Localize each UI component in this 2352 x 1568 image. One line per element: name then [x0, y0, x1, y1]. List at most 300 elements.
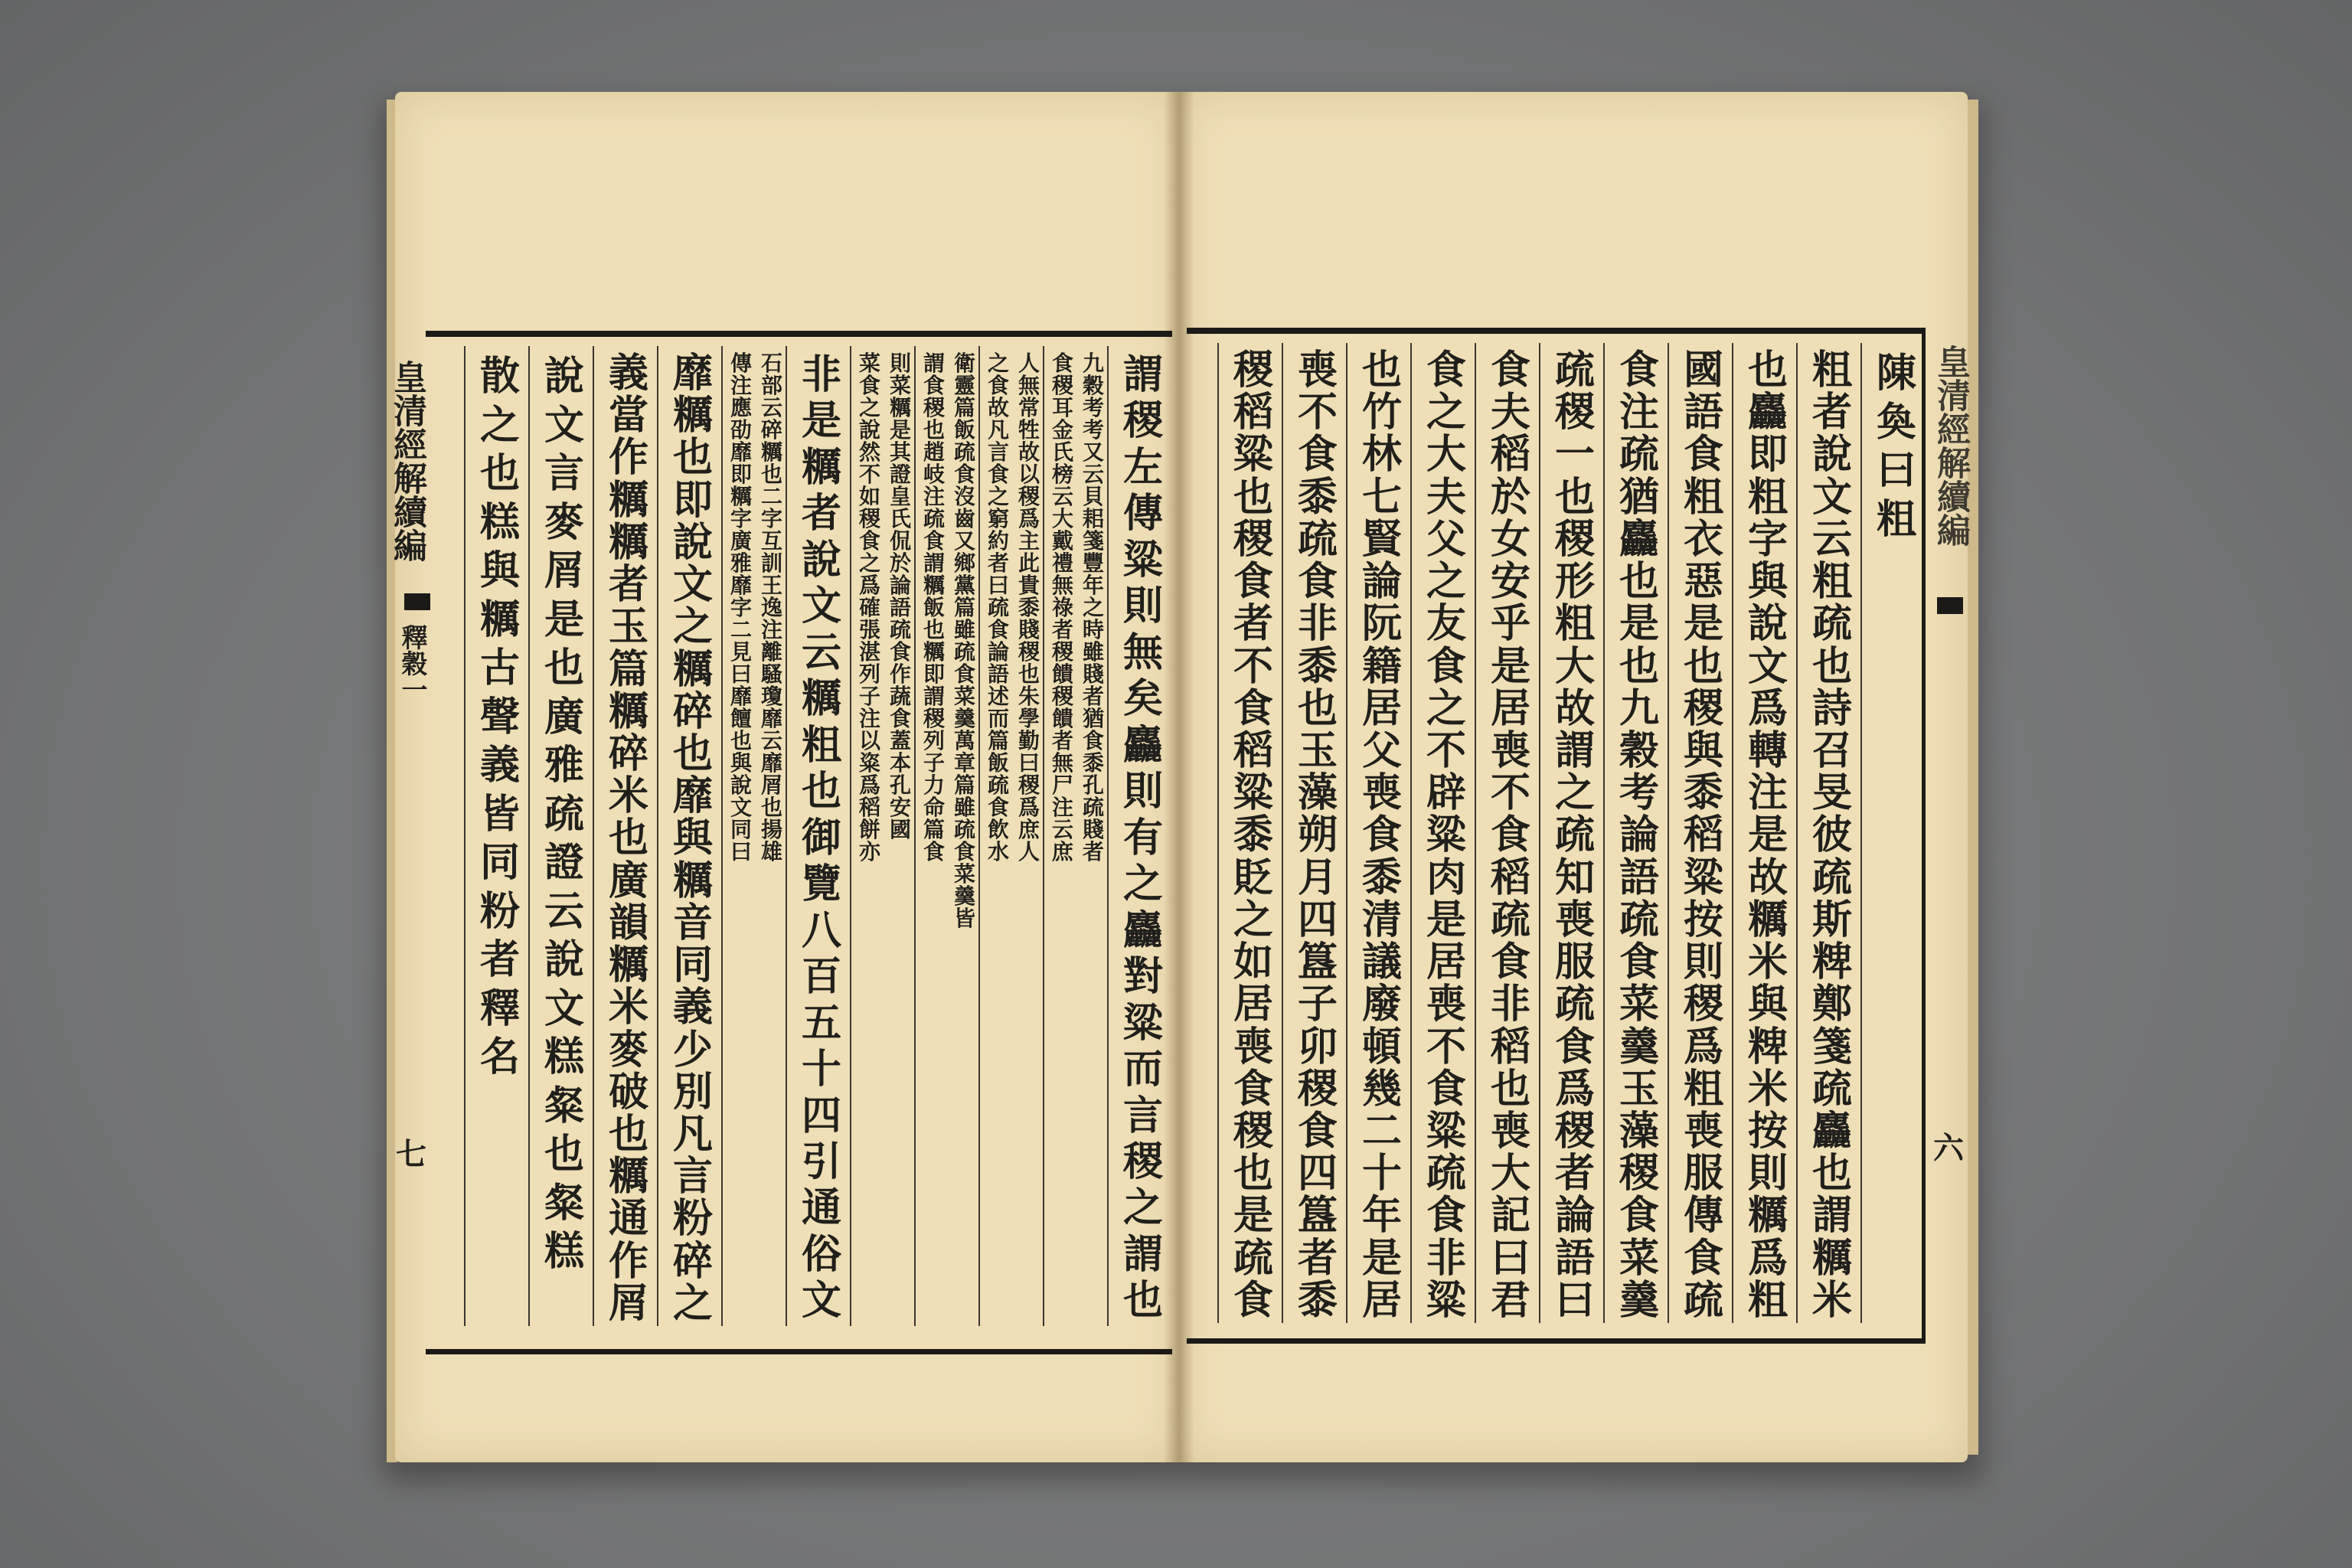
glyph: 父 — [1361, 727, 1402, 774]
glyph: 與 — [479, 547, 520, 594]
glyph: 與 — [1683, 727, 1723, 774]
glyph: 通 — [801, 1184, 841, 1232]
glyph: 黍 — [1297, 1276, 1338, 1324]
glyph: 按 — [1683, 896, 1723, 943]
glyph: 也 — [760, 795, 782, 820]
glyph: 糕 — [544, 1034, 584, 1080]
glyph: 同 — [479, 839, 520, 886]
glyph: 凡 — [672, 1110, 713, 1158]
glyph: 者 — [987, 550, 1009, 576]
glyph: 饋 — [1051, 662, 1073, 687]
margin-page-number: 六 — [1933, 1130, 1964, 1166]
glyph: 喪 — [1361, 769, 1402, 817]
glyph: 覽 — [801, 861, 841, 908]
left-text-column — [799, 352, 844, 1325]
glyph: 應 — [730, 395, 752, 420]
glyph: 文 — [1747, 642, 1788, 690]
glyph: 鄭 — [1811, 981, 1852, 1028]
glyph: 粉 — [672, 1195, 713, 1243]
glyph: 則 — [1122, 583, 1163, 630]
glyph: 斯 — [1811, 896, 1852, 943]
glyph: 窮 — [987, 506, 1009, 531]
glyph: 服 — [1554, 939, 1595, 986]
glyph: 文 — [730, 795, 752, 820]
glyph: 注 — [1619, 389, 1659, 436]
glyph: 云 — [1051, 817, 1073, 842]
glyph: 粗 — [801, 721, 841, 769]
glyph: 篇 — [953, 773, 975, 798]
glyph: 曰 — [730, 839, 752, 864]
glyph: 食 — [1426, 1065, 1466, 1112]
glyph: 食 — [987, 617, 1009, 642]
left-annotation-column — [858, 352, 912, 863]
glyph: 非 — [1490, 981, 1530, 1028]
left-frame-top — [426, 331, 1172, 337]
glyph: 作 — [608, 1237, 648, 1285]
glyph: 爲 — [1018, 506, 1040, 531]
glyph: 通 — [608, 1195, 648, 1243]
glyph: 雄 — [760, 839, 782, 864]
left-annotation-column — [1051, 352, 1105, 863]
glyph: 瓊 — [760, 684, 782, 709]
glyph: 說 — [801, 536, 841, 583]
glyph: 食 — [1233, 1065, 1273, 1112]
glyph: 箋 — [1082, 528, 1104, 554]
glyph: 稷 — [1554, 515, 1595, 563]
glyph: 詩 — [1811, 684, 1852, 732]
glyph: 作 — [889, 662, 911, 687]
right-page-edge — [1966, 100, 1978, 1455]
glyph: 父 — [1426, 515, 1466, 563]
glyph: 論 — [1361, 558, 1402, 606]
glyph: 也 — [1811, 1150, 1852, 1197]
glyph: 粱 — [1426, 1107, 1466, 1155]
glyph: 之 — [858, 395, 880, 420]
glyph: 食 — [953, 462, 975, 487]
glyph: 說 — [544, 353, 584, 400]
glyph: 爲 — [1554, 1065, 1595, 1112]
glyph: 國 — [1683, 347, 1723, 394]
glyph: 疏 — [1490, 896, 1530, 943]
glyph: 是 — [801, 397, 841, 445]
glyph: 也 — [1619, 642, 1659, 690]
left-annotation-left — [1051, 352, 1074, 863]
glyph: 食 — [1426, 1192, 1466, 1240]
glyph: 糕 — [544, 1228, 584, 1275]
glyph: 菜 — [889, 373, 911, 398]
glyph: 二 — [730, 617, 752, 642]
glyph: 無 — [1018, 373, 1040, 398]
glyph: 竹 — [1361, 389, 1402, 436]
glyph: 簋 — [1297, 1192, 1338, 1240]
glyph: 食 — [858, 373, 880, 398]
glyph: 卯 — [1297, 1023, 1338, 1070]
glyph: 無 — [1122, 629, 1163, 676]
glyph: 列 — [923, 728, 945, 753]
glyph: 疏 — [953, 639, 975, 665]
glyph: 說 — [730, 773, 752, 798]
glyph: 篇 — [953, 395, 975, 420]
glyph: 雖 — [953, 795, 975, 820]
glyph: 召 — [1811, 727, 1852, 774]
margin-section-text: 釋穀一 — [397, 624, 427, 702]
glyph: 糲 — [479, 596, 520, 643]
glyph: 謂 — [1122, 1230, 1163, 1278]
glyph: 說 — [1811, 431, 1852, 479]
glyph: 廣 — [608, 857, 648, 904]
glyph: 齒 — [953, 506, 975, 531]
glyph: 貝 — [1082, 484, 1104, 509]
glyph: 糲 — [608, 1153, 648, 1200]
glyph: 二 — [760, 484, 782, 509]
right-frame-side — [1922, 328, 1926, 1344]
glyph: 名 — [479, 1034, 520, 1080]
glyph: 居 — [1361, 1276, 1402, 1324]
glyph: 疏 — [1082, 795, 1104, 820]
glyph: 之 — [987, 351, 1009, 376]
glyph: 饋 — [1051, 706, 1073, 731]
glyph: 謂 — [1122, 351, 1163, 398]
glyph: 云 — [760, 728, 782, 753]
glyph: 黍 — [1233, 812, 1273, 859]
glyph: 雖 — [953, 617, 975, 642]
glyph: 是 — [1426, 896, 1466, 943]
glyph: 箋 — [1811, 1023, 1852, 1070]
glyph: 者 — [1554, 1150, 1595, 1197]
glyph: 飲 — [987, 817, 1009, 842]
glyph: 居 — [1361, 684, 1402, 732]
glyph: 者 — [1811, 389, 1852, 436]
glyph: 注 — [1747, 769, 1788, 817]
glyph: 食 — [1490, 347, 1530, 394]
glyph: 揚 — [760, 817, 782, 842]
right-column-rule — [1732, 343, 1733, 1323]
glyph: 章 — [953, 750, 975, 776]
left-annotation-column — [923, 352, 976, 929]
glyph: 喪 — [1683, 1107, 1723, 1155]
glyph: 菜 — [858, 351, 880, 376]
glyph: 廢 — [1361, 981, 1402, 1028]
glyph: 知 — [1554, 854, 1595, 901]
glyph: 則 — [1683, 939, 1723, 986]
glyph: 無 — [1051, 573, 1073, 598]
glyph: 有 — [1122, 814, 1163, 861]
glyph: 疏 — [1683, 1276, 1723, 1324]
glyph: 子 — [858, 684, 880, 709]
glyph: 食 — [1490, 939, 1530, 986]
glyph: 稷 — [1018, 773, 1040, 798]
glyph: 辟 — [1426, 769, 1466, 817]
glyph: 豐 — [1082, 550, 1104, 576]
glyph: 云 — [1051, 484, 1073, 509]
glyph: 糲 — [1811, 1234, 1852, 1282]
glyph: 曰 — [1876, 447, 1916, 494]
glyph: 菜 — [1619, 1234, 1659, 1282]
glyph: 米 — [1747, 1065, 1788, 1112]
glyph: 論 — [1554, 1192, 1595, 1240]
glyph: 靡 — [730, 439, 752, 465]
glyph: 餅 — [858, 817, 880, 842]
glyph: 粢 — [858, 750, 880, 776]
glyph: 米 — [608, 773, 648, 820]
glyph: 古 — [479, 645, 520, 691]
glyph: 廣 — [730, 528, 752, 554]
glyph: 米 — [608, 984, 648, 1031]
glyph: 稷 — [1122, 397, 1163, 445]
glyph: 對 — [1122, 953, 1163, 1001]
glyph: 糲 — [672, 857, 713, 904]
left-annotation-right — [1018, 352, 1040, 863]
glyph: 粗 — [1876, 495, 1916, 543]
right-text-column — [1617, 347, 1661, 1324]
glyph: 粗 — [1554, 600, 1595, 648]
glyph: 不 — [1233, 642, 1273, 690]
glyph: 大 — [1490, 1150, 1530, 1197]
glyph: 食 — [1051, 351, 1073, 376]
glyph: 疏 — [1426, 1150, 1466, 1197]
glyph: 也 — [923, 417, 945, 443]
glyph: 食 — [1233, 558, 1273, 606]
glyph: 也 — [1297, 684, 1338, 732]
glyph: 禮 — [1051, 550, 1073, 576]
glyph: 云 — [1082, 462, 1104, 487]
glyph: 羹 — [1619, 1023, 1659, 1070]
right-margin-page — [1931, 1130, 1966, 1166]
glyph: 疏 — [987, 773, 1009, 798]
left-column-rule — [593, 346, 594, 1326]
glyph: 粺 — [1747, 1023, 1788, 1070]
glyph: 羹 — [1619, 1276, 1659, 1324]
glyph: 之 — [1426, 684, 1466, 732]
glyph: 疏 — [923, 506, 945, 531]
glyph: 稷 — [1018, 484, 1040, 509]
glyph: 爲 — [1683, 1023, 1723, 1070]
glyph: 稻 — [1683, 812, 1723, 859]
glyph: 稻 — [1233, 727, 1273, 774]
glyph: 林 — [1361, 431, 1402, 479]
glyph: 疏 — [1811, 1065, 1852, 1112]
glyph: 也 — [1361, 347, 1402, 394]
glyph: 記 — [1490, 1192, 1530, 1240]
glyph: 友 — [1426, 600, 1466, 648]
glyph: 穀 — [1082, 373, 1104, 398]
glyph: 九 — [1619, 684, 1659, 732]
left-annotation-right — [953, 352, 976, 929]
glyph: 騷 — [760, 662, 782, 687]
glyph: 糲 — [672, 392, 713, 439]
glyph: 十 — [1361, 1150, 1402, 1197]
glyph: 稷 — [1297, 1065, 1338, 1112]
glyph: 大 — [1554, 642, 1595, 690]
glyph: 奐 — [1876, 398, 1916, 446]
glyph: 食 — [1683, 1234, 1723, 1282]
glyph: 音 — [672, 899, 713, 946]
glyph: 言 — [1122, 1092, 1163, 1139]
glyph: 人 — [1018, 351, 1040, 376]
glyph: 粱 — [1426, 1276, 1466, 1324]
glyph: 食 — [923, 373, 945, 398]
left-frame-bottom — [426, 1349, 1172, 1354]
glyph: 飯 — [987, 750, 1009, 776]
margin-title-text: 皇清經解續編 — [1931, 345, 1970, 547]
glyph: 疏 — [1811, 854, 1852, 901]
glyph: 服 — [1683, 1150, 1723, 1197]
glyph: 學 — [1018, 706, 1040, 731]
glyph: 女 — [1490, 515, 1530, 563]
glyph: 飯 — [923, 595, 945, 620]
glyph: 屑 — [760, 773, 782, 798]
glyph: 居 — [1490, 684, 1530, 732]
glyph: 見 — [730, 639, 752, 665]
glyph: 陳 — [1876, 350, 1916, 397]
glyph: 居 — [1426, 939, 1466, 986]
glyph: 是 — [1683, 600, 1723, 648]
glyph: 朔 — [1297, 812, 1338, 859]
glyph: 糲 — [730, 484, 752, 509]
glyph: 與 — [1747, 558, 1788, 606]
glyph: 劭 — [730, 417, 752, 443]
glyph: 文 — [801, 583, 841, 630]
glyph: 即 — [1747, 431, 1788, 479]
glyph: 語 — [1554, 1234, 1595, 1282]
glyph: 也 — [760, 462, 782, 487]
glyph: 注 — [1051, 795, 1073, 820]
glyph: 粱 — [1233, 431, 1273, 479]
glyph: 篇 — [608, 645, 648, 693]
left-column-rule — [786, 346, 787, 1326]
glyph: 曰 — [1554, 1276, 1595, 1324]
glyph: 云 — [544, 887, 584, 935]
glyph: 考 — [1082, 417, 1104, 443]
glyph: 糲 — [923, 639, 945, 665]
glyph: 夫 — [1426, 473, 1466, 521]
glyph: 靈 — [953, 373, 975, 398]
glyph: 碎 — [672, 1237, 713, 1285]
glyph: 糲 — [923, 573, 945, 598]
glyph: 靡 — [672, 773, 713, 820]
glyph: 稷 — [858, 506, 880, 531]
glyph: 肉 — [1426, 854, 1466, 901]
glyph: 注 — [858, 706, 880, 731]
glyph: 說 — [1747, 600, 1788, 648]
glyph: 羹 — [953, 706, 975, 731]
glyph: 篇 — [953, 595, 975, 620]
glyph: 也 — [1619, 558, 1659, 606]
glyph: 貴 — [1018, 573, 1040, 598]
glyph: 麥 — [608, 1026, 648, 1073]
glyph: 也 — [1747, 347, 1788, 394]
glyph: 十 — [801, 1046, 841, 1093]
glyph: 則 — [889, 351, 911, 376]
glyph: 者 — [801, 490, 841, 537]
glyph: 文 — [1811, 473, 1852, 521]
glyph: 義 — [479, 742, 520, 789]
glyph: 當 — [608, 392, 648, 439]
glyph: 君 — [1490, 1276, 1530, 1324]
glyph: 食 — [987, 373, 1009, 398]
glyph: 食 — [1683, 431, 1723, 479]
glyph: 菜 — [953, 684, 975, 709]
glyph: 之 — [1122, 861, 1163, 908]
glyph: 王 — [760, 573, 782, 598]
glyph: 曰 — [987, 573, 1009, 598]
glyph: 與 — [730, 750, 752, 776]
left-margin-section — [394, 624, 430, 702]
glyph: 確 — [858, 595, 880, 620]
glyph: 食 — [1297, 431, 1338, 479]
glyph: 食 — [1426, 642, 1466, 690]
glyph: 月 — [1297, 854, 1338, 901]
glyph: 力 — [923, 773, 945, 798]
glyph: 皆 — [953, 906, 975, 931]
glyph: 糲 — [608, 518, 648, 566]
glyph: 疏 — [1619, 431, 1659, 479]
glyph: 人 — [1018, 839, 1040, 864]
left-annotation-column — [730, 352, 783, 863]
glyph: 八 — [801, 906, 841, 954]
glyph: 食 — [1619, 1192, 1659, 1240]
glyph: 大 — [1051, 506, 1073, 531]
glyph: 則 — [1122, 768, 1163, 815]
glyph: 也 — [801, 768, 841, 815]
glyph: 黨 — [953, 573, 975, 598]
glyph: 靡 — [760, 706, 782, 731]
glyph: 之 — [1426, 558, 1466, 606]
glyph: 本 — [889, 750, 911, 776]
glyph: 鄉 — [953, 550, 975, 576]
glyph: 食 — [987, 795, 1009, 820]
glyph: 疏 — [953, 439, 975, 465]
glyph: 者 — [1082, 684, 1104, 709]
glyph: 傳 — [1122, 490, 1163, 537]
left-column-rule — [528, 346, 530, 1326]
glyph: 證 — [544, 839, 584, 886]
glyph: 食 — [889, 639, 911, 665]
glyph: 也 — [544, 1131, 584, 1178]
glyph: 曰 — [730, 662, 752, 687]
glyph: 也 — [544, 645, 584, 691]
glyph: 時 — [1082, 617, 1104, 642]
right-column-rule — [1796, 343, 1798, 1323]
glyph: 其 — [889, 439, 911, 465]
glyph: 孔 — [1082, 773, 1104, 798]
glyph: 疏 — [1554, 347, 1595, 394]
glyph: 稷 — [1122, 1138, 1163, 1185]
glyph: 疏 — [889, 617, 911, 642]
glyph: 衛 — [953, 351, 975, 376]
glyph: 稷 — [1233, 1107, 1273, 1155]
glyph: 賤 — [1082, 662, 1104, 687]
glyph: 左 — [1122, 443, 1163, 491]
glyph: 非 — [801, 351, 841, 398]
glyph: 述 — [987, 684, 1009, 709]
glyph: 疏 — [1554, 981, 1595, 1028]
right-frame-bottom — [1187, 1338, 1926, 1344]
glyph: 賢 — [1361, 515, 1402, 563]
glyph: 也 — [1554, 473, 1595, 521]
glyph: 謂 — [923, 351, 945, 376]
glyph: 麤 — [1747, 389, 1788, 436]
glyph: 無 — [1051, 750, 1073, 776]
glyph: 爲 — [858, 573, 880, 598]
glyph: 粱 — [1426, 812, 1466, 859]
glyph: 黍 — [1361, 854, 1402, 901]
glyph: 如 — [858, 484, 880, 509]
glyph: 稻 — [858, 795, 880, 820]
glyph: 安 — [889, 795, 911, 820]
glyph: 不 — [1297, 389, 1338, 436]
glyph: 之 — [1082, 595, 1104, 620]
